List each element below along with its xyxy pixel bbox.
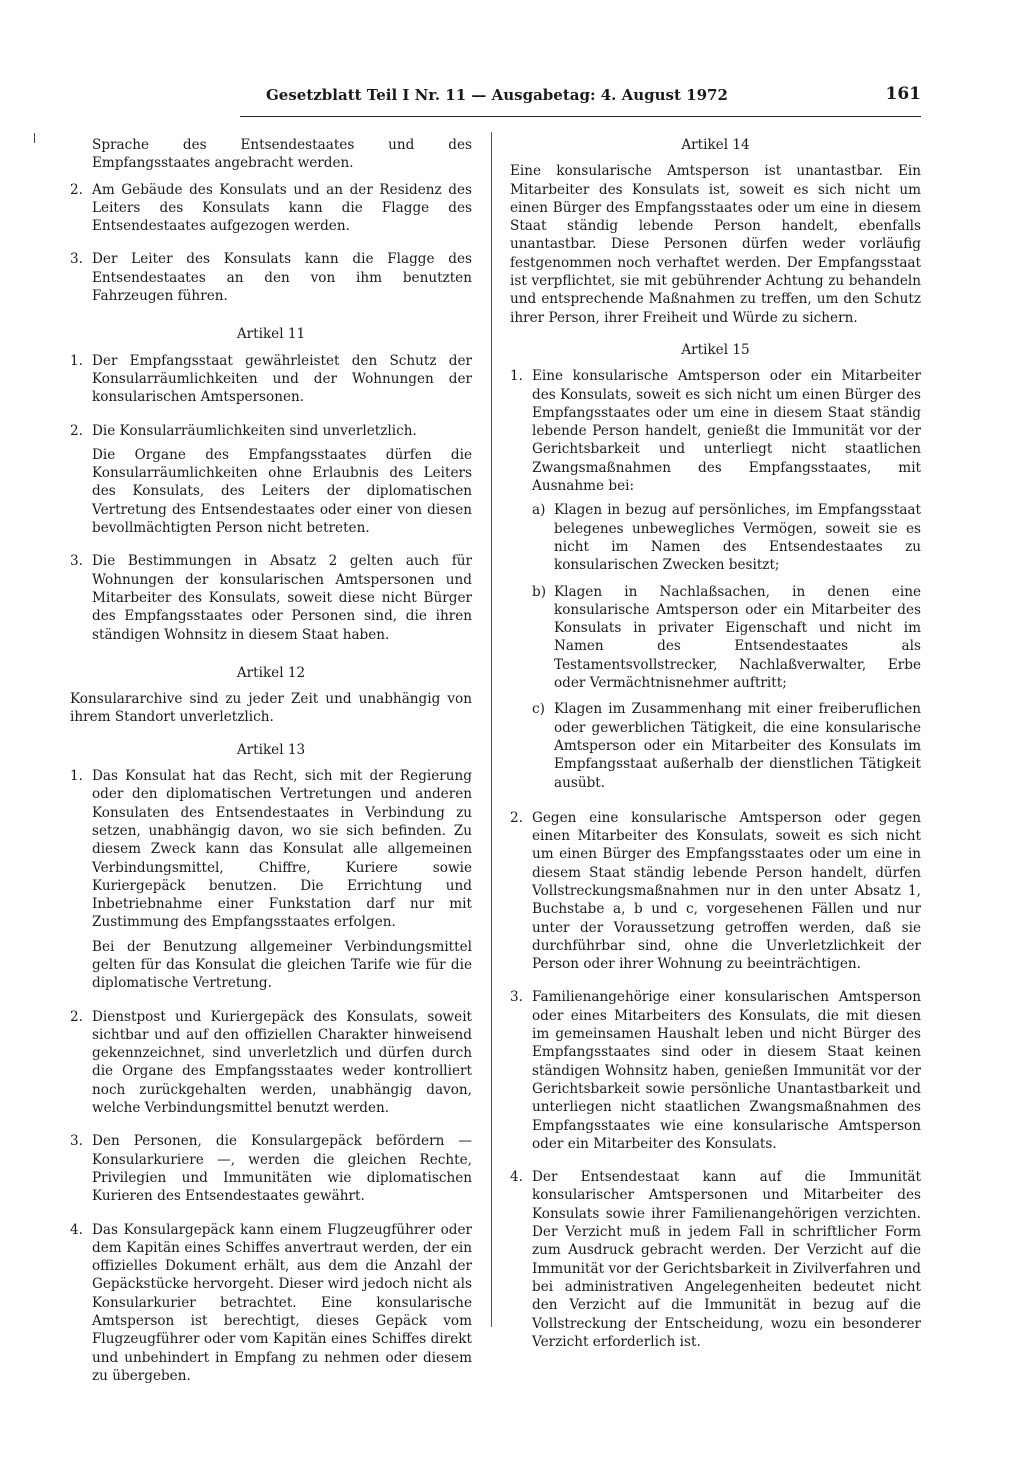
sub-item-letter: a) [532, 502, 546, 519]
margin-mark [34, 133, 35, 143]
list-item [70, 1132, 472, 1211]
item-number: 2. [510, 809, 523, 826]
article-text: Eine konsularische Amtsperson ist unantastbar. Ein Mitarbeiter des Konsulats ist, soweit es sich nicht um einen Bürger des Empfangsstaates oder um eine in diesem Staat ständig lebende Person handelt, ebenfalls unantastbar. Diese Personen dürfen weder vorläufig festgenommen noch verhaftet werden. Der Empfangsstaat ist verpflichtet, sie mit gebührender Achtung zu behandeln und entsprechende Maßnahmen zu treffen, um den Schutz ihrer Person, ihrer Freiheit und Würde zu sichern. [510, 163, 921, 326]
header-title: Gesetzblatt Teil I Nr. 11 — Ausgabetag: 4. August 1972 [266, 86, 728, 104]
item-number: 3. [70, 553, 83, 570]
continued-paragraph: Sprache des Entsendestaates und des Empfangsstaates angebracht werden. [92, 137, 472, 172]
item-number: 3. [70, 1133, 83, 1150]
page-number: 161 [885, 84, 921, 104]
sub-item-letter: b) [532, 583, 547, 600]
item-number: 4. [70, 1221, 83, 1238]
list-item [70, 1221, 472, 1392]
left-column [70, 136, 472, 1400]
list-item [510, 988, 921, 1159]
sub-item-text: Klagen in Nachlaßsachen, in denen eine konsularische Amtsperson oder ein Mitarbeiter des Konsulats in privater Eigenschaft und nicht im Namen des Entsendestaates als Testamentsvollstrecker, Nachlaßverwalter, Erbe oder Vermächtnisnehmer auftritt; [554, 583, 921, 692]
sub-item [532, 583, 921, 693]
article-heading: Artikel 11 [236, 326, 306, 343]
sub-item-text: Klagen in bezug auf persönliches, im Empfangsstaat belegenes unbewegliches Vermögen, soweit sie es nicht im Namen des Entsendestaates zu konsularischen Zwecken besitzt; [554, 502, 921, 574]
page-header [266, 86, 921, 108]
item-text: Die Organe des Empfangsstaates dürfen die Konsularräumlichkeiten ohne Erlaubnis des Leiters des Konsulats, des Leiters der diplomatischen Vertretung des Entsendestaates oder einer von diesen bevollmächtigten Person nicht betreten. [92, 446, 472, 537]
article-text: Konsulararchive sind zu jeder Zeit und unabhängig von ihrem Standort unverletzlich. [70, 691, 472, 726]
item-text: Der Empfangsstaat gewährleistet den Schutz der Konsularräumlichkeiten und der Wohnungen der konsularischen Amtspersonen. [92, 352, 472, 406]
item-text: Das Konsulargepäck kann einem Flugzeugführer oder dem Kapitän eines Schiffes anvertraut werden, der ein offizielles Dokument erhält, aus dem die Anzahl der Gepäckstücke hervorgeht. Dieser wird jedoch nicht als Konsularkurier betrachtet. Eine konsularische Amtsperson ist berechtigt, dieses Gepäck vom Flugzeugführer oder vom Kapitän eines Schiffes direkt und unbehindert in Empfang zu nehmen oder diesem zu übergeben. [92, 1221, 472, 1384]
item-number: 1. [70, 352, 83, 369]
right-column [510, 136, 921, 1366]
item-text: Den Personen, die Konsulargepäck befördern — Konsularkuriere —, werden die gleichen Rechte, Privilegien und Immunitäten wie diplomatischen Kurieren des Entsendestaates gewährt. [92, 1133, 472, 1205]
item-number: 2. [70, 422, 83, 439]
item-number: 3. [510, 989, 523, 1006]
item-number: 1. [510, 368, 523, 385]
sub-item-letter: c) [532, 701, 545, 718]
article-heading: Artikel 14 [681, 137, 750, 153]
list-item [70, 552, 472, 649]
item-number: 4. [510, 1169, 523, 1186]
list-item [510, 367, 921, 800]
list-item [70, 250, 472, 311]
list-item [510, 1168, 921, 1357]
item-text: Dienstpost und Kuriergepäck des Konsulats, soweit sichtbar und auf den offiziellen Charakter hinweisend gekennzeichnet, sind unverletzlich und dürfen durch die Organe des Empfangsstaates weder kontrolliert noch zurückgehalten werden, unabhängig davon, welche Verbindungsmittel benutzt werden. [92, 1008, 472, 1117]
item-text: Das Konsulat hat das Recht, sich mit der Regierung oder den diplomatischen Vertretungen und anderen Konsulaten des Entsendestaates in Verbindung zu setzen, unabhängig davon, wo sie sich befinden. Zu diesem Zweck kann das Konsulat alle allgemeinen Verbindungsmittel, Chiffre, Kuriere sowie Kuriergepäck benutzen. Die Errichtung und Inbetriebnahme einer Funkstation darf nur mit Zustimmung des Empfangsstaates erfolgen. [92, 768, 472, 931]
item-text: Bei der Benutzung allgemeiner Verbindungsmittel gelten für das Konsulat die gleichen Tarife wie für die diplomatische Vertretung. [92, 938, 472, 992]
sub-item [532, 700, 921, 791]
list-item [70, 181, 472, 242]
item-text: Der Leiter des Konsulats kann die Flagge des Entsendestaates an den von ihm benutzten Fahrzeugen führen. [92, 251, 472, 305]
article-heading: Artikel 13 [236, 741, 306, 758]
list-item [510, 809, 921, 980]
item-text: Die Bestimmungen in Absatz 2 gelten auch für Wohnungen der konsularischen Amtspersonen und Mitarbeiter des Konsulats, soweit diese nicht Bürger des Empfangsstaates oder Personen sind, die ihren ständigen Wohnsitz in diesem Staat haben. [92, 553, 472, 643]
article-heading: Artikel 12 [236, 664, 306, 681]
list-item [70, 1008, 472, 1124]
list-item [70, 767, 472, 999]
article-heading: Artikel 15 [681, 341, 750, 358]
sub-item-text: Klagen im Zusammenhang mit einer freiberuflichen oder gewerblichen Tätigkeit, die eine konsularische Amtsperson oder ein Mitarbeiter des Konsulats im Empfangsstaat außerhalb der dienstlichen Tätigkeit ausübt. [554, 701, 921, 791]
header-rule [240, 116, 921, 117]
item-number: 2. [70, 181, 83, 198]
item-text: Gegen eine konsularische Amtsperson oder gegen einen Mitarbeiter des Konsulats, soweit es sich nicht um einen Bürger des Empfangsstaates oder um eine in diesem Staat ständig lebende Person handelt, dürfen Vollstreckungsmaßnahmen nur in den unter Absatz 1, Buchstabe a, b und c, vorgesehenen Fällen und nur unter der Voraussetzung getroffen werden, daß sie durchführbar sind, ohne die Unverletzlichkeit der Person oder ihrer Wohnung zu beeinträchtigen. [532, 809, 921, 973]
list-item [70, 422, 472, 544]
sub-item [532, 501, 921, 574]
item-text: Eine konsularische Amtsperson oder ein Mitarbeiter des Konsulats, soweit es sich nicht um einen Bürger des Empfangsstaates oder um eine in diesem Staat ständig lebende Person handelt, genießt die Immunität vor der Gerichtsbarkeit und unterliegt nicht staatlichen Zwangsmaßnahmen des Empfangsstaates, mit Ausnahme bei: [532, 368, 921, 495]
item-text: Die Konsularräumlichkeiten sind unverletzlich. [92, 422, 417, 439]
item-text: Am Gebäude des Konsulats und an der Residenz des Leiters des Konsulats kann die Flagge des Entsendestaates aufgezogen werden. [92, 181, 472, 235]
item-number: 1. [70, 768, 83, 785]
item-number: 2. [70, 1008, 83, 1025]
list-item [70, 352, 472, 413]
item-number: 3. [70, 251, 83, 268]
item-text: Der Entsendestaat kann auf die Immunität konsularischer Amtspersonen und Mitarbeiter des Konsulats sowie ihrer Familienangehörigen verzichten. Der Verzicht muß in jedem Fall in schriftlicher Form zum Ausdruck gebracht werden. Der Verzicht auf die Immunität vor der Gerichtsbarkeit in Zivilverfahren und bei administrativen Angelegenheiten bedeutet nicht den Verzicht auf die Immunität in bezug auf die Vollstreckung der Entscheidung, wozu ein besonderer Verzicht erforderlich ist. [532, 1169, 921, 1350]
item-text: Familienangehörige einer konsularischen Amtsperson oder eines Mitarbeiters des Konsulats, die mit diesen im gemeinsamen Haushalt leben und nicht Bürger des Empfangsstaates sind oder in diesem Staat keinen ständigen Wohnsitz haben, genießen Immunität vor der Gerichtsbarkeit sowie persönliche Unantastbarkeit und unterliegen nicht staatlichen Zwangsmaßnahmen des Empfangsstaates wie eine konsularische Amtsperson oder ein Mitarbeiter des Konsulats. [532, 989, 921, 1152]
column-divider [491, 132, 492, 1327]
